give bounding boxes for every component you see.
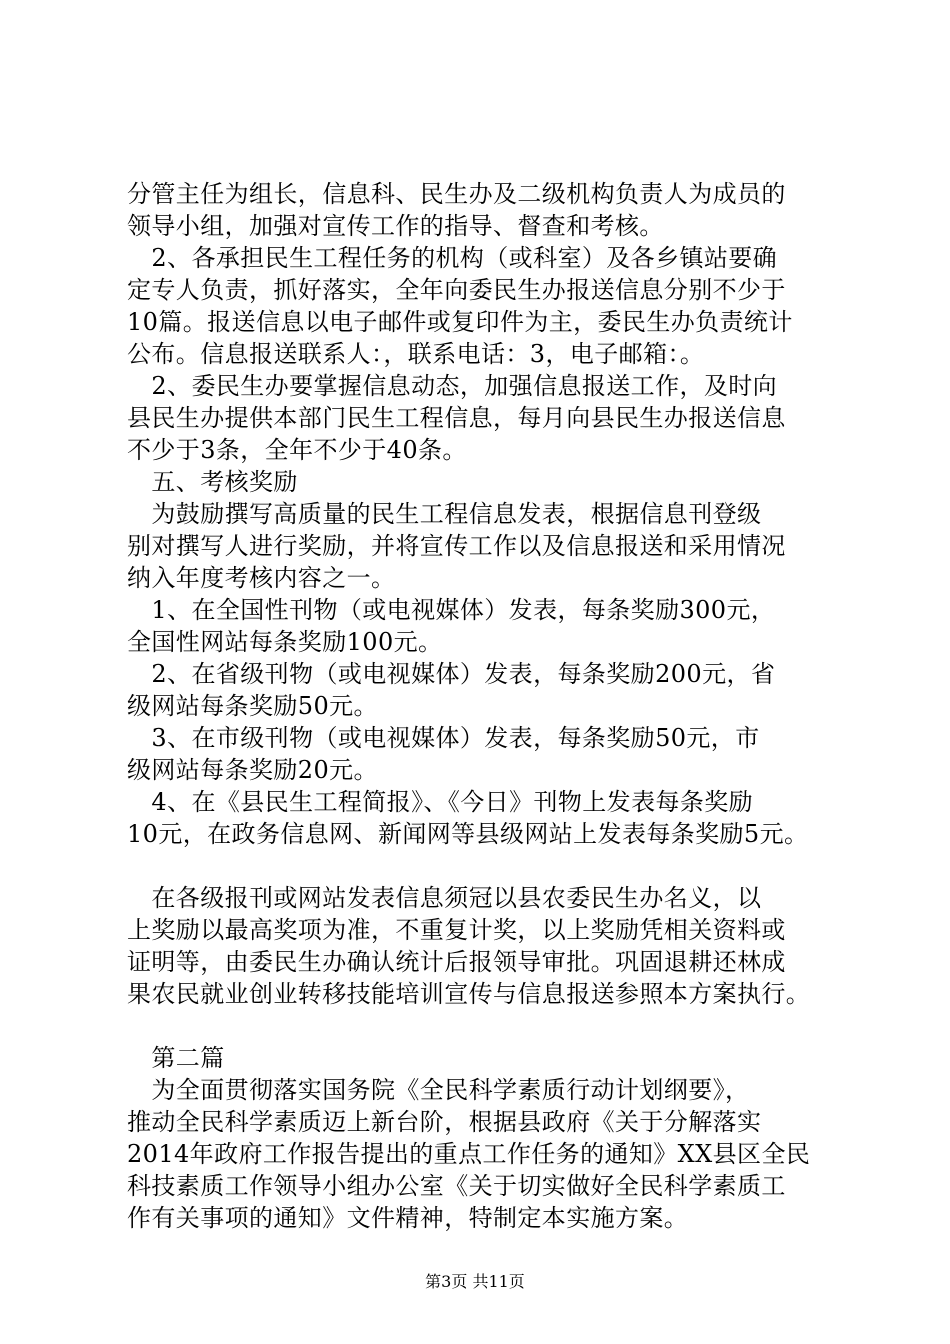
body-text-line: 科技素质工作领导小组办公室《关于切实做好全民科学素质工 <box>127 1172 786 1200</box>
page-number-footer: 第3页 共11页 <box>425 1272 525 1291</box>
body-text-line: 级网站每条奖励20元。 <box>127 756 378 784</box>
body-text-line: 为鼓励撰写高质量的民生工程信息发表，根据信息刊登级 <box>127 500 762 528</box>
body-text-line: 2、各承担民生工程任务的机构（或科室）及各乡镇站要确 <box>127 244 778 272</box>
body-text-line: 10篇。报送信息以电子邮件或复印件为主，委民生办负责统计 <box>127 308 793 336</box>
body-text-line: 3、在市级刊物（或电视媒体）发表，每条奖励50元，市 <box>127 724 760 752</box>
body-text-line: 级网站每条奖励50元。 <box>127 692 378 720</box>
body-text-line: 2、委民生办要掌握信息动态，加强信息报送工作，及时向 <box>127 372 778 400</box>
body-text-line: 作有关事项的通知》文件精神，特制定本实施方案。 <box>127 1204 689 1232</box>
body-text-line: 不少于3条，全年不少于40条。 <box>127 436 467 464</box>
body-text-line: 定专人负责，抓好落实，全年向委民生办报送信息分别不少于 <box>127 276 786 304</box>
section-heading: 五、考核奖励 <box>127 468 298 496</box>
body-text-line: 县民生办提供本部门民生工程信息，每月向县民生办报送信息 <box>127 404 786 432</box>
body-text-line: 领导小组，加强对宣传工作的指导、督查和考核。 <box>127 212 664 240</box>
body-text-line: 2、在省级刊物（或电视媒体）发表，每条奖励200元，省 <box>127 660 776 688</box>
body-text-line: 纳入年度考核内容之一。 <box>127 564 396 592</box>
body-text-line: 为全面贯彻落实国务院《全民科学素质行动计划纲要》， <box>127 1076 750 1104</box>
body-text-line: 全国性网站每条奖励100元。 <box>127 628 443 656</box>
body-text-line: 1、在全国性刊物（或电视媒体）发表，每条奖励300元， <box>127 596 776 624</box>
body-text-line: 4、在《县民生工程简报》、《今日》刊物上发表每条奖励 <box>127 788 754 816</box>
body-text-line: 果农民就业创业转移技能培训宣传与信息报送参照本方案执行。 <box>127 980 811 1008</box>
body-text-line: 上奖励以最高奖项为准，不重复计奖，以上奖励凭相关资料或 <box>127 916 786 944</box>
body-text-line: 别对撰写人进行奖励，并将宣传工作以及信息报送和采用情况 <box>127 532 786 560</box>
body-text-line: 证明等，由委民生办确认统计后报领导审批。巩固退耕还林成 <box>127 948 786 976</box>
body-text-line: 2014年政府工作报告提出的重点工作任务的通知》XX县区全民 <box>127 1140 811 1168</box>
body-text-line: 分管主任为组长，信息科、民生办及二级机构负责人为成员的 <box>127 180 786 208</box>
body-text-line: 推动全民科学素质迈上新台阶，根据县政府《关于分解落实 <box>127 1108 762 1136</box>
section-heading: 第二篇 <box>127 1044 225 1072</box>
body-text-line: 在各级报刊或网站发表信息须冠以县农委民生办名义，以 <box>127 884 762 912</box>
body-text-line: 10元，在政务信息网、新闻网等县级网站上发表每条奖励5元。 <box>127 820 809 848</box>
body-text-line: 公布。信息报送联系人：，联系电话：3，电子邮箱：。 <box>127 340 705 368</box>
